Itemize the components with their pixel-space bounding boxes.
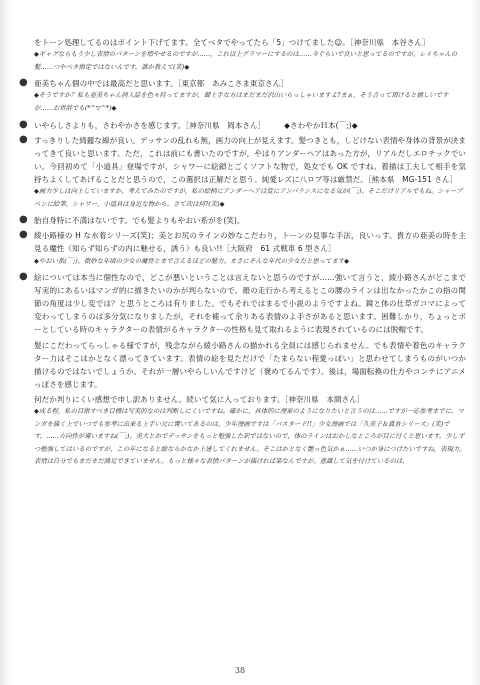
letter-text: 何だか判りにくい感想で申し訳ありません。続いて気に入っております。［神奈川県 本間さん］ <box>34 394 365 404</box>
reader-letters-column <box>19 36 466 472</box>
letter-text: 髪にこだわってらっしゃる様ですが，残念ながら綾小路さんの描かれる全員には感じられません。でも表情や着色のキャラクター力はそこはかとなく漂ってきています。表情の絵を見ただけで「たまらない程愛っぽい」と思わせてしまうものがいつか描けるのではないでしょうか。それが一層いやらしいんですけど（褒めてるんです）。後は，場面転換の仕方やコンテにアニメっぽさを感じます。 <box>34 340 466 389</box>
letter-entry <box>19 214 466 227</box>
bullet-icon: ● <box>19 214 28 226</box>
page-number: 38 <box>234 666 246 675</box>
bullet-icon: ● <box>19 229 28 241</box>
letter-text: 綾小路様の H な水着シリーズ(笑)；美とお尻のラインの妙なこだわり，トーンの見事な手法，良いっす。貴方の亜美の時を主見る魔性（知らず知らずの内に魅せる，誘う）も良い!!［大阪府 61 式戦車 6 型さん］ <box>34 231 466 254</box>
letter-text: いやらしさよりも，さわやかさを感じます。［神奈川県 岡本さん］ ◆さわやかＨ本(￣;)◆ <box>34 120 358 130</box>
letter-text: すっきりした綺麗な線が良い。デッサンの乱れも無，画力の向上が見えます。髪つきとも，しどけない表情や身体の背景が決まってきて良いと思います。ただ，これは前にも書いたのですが，やはりアンダーヘアはあった方が，リアルだしエロチックでいい。今回初めて「小道具」登場ですが，シャワーに絵鎖とごくソフトな物で，処女でも OK ですね。着描は工夫して相手を気持ちよくしてあげることだと思うので，この選択は正解だと思う。純愛レズに八ロブ等は厳禁だ。［熊本県 MG-151 さん］ <box>34 135 466 184</box>
author-reply: ◆そうですか？私も亜美ちゃん同人誌を色々持ってますが，御上手な方はまだまだ沢山いらっしゃいますよ?まぁ，そう言って頂けると嬉しいですが……お世辞でも(*^▽^*)◆ <box>34 92 449 112</box>
page-left-shadow <box>0 0 12 685</box>
author-reply: ◆画力少しは向上していますか，考えてみたのですが，私の絵柄にアンダーヘアは変にアンバランスになる気が(￣;)。そこだけリアルでもね。シャープペンに絵筆，シャワー，小道具は身近な物から。さて次は何?(笑)◆ <box>34 188 463 208</box>
letter-text: 亜美ちゃん個の中では最高だと思います。［東京都 あみこさま東京さん］ <box>34 79 288 89</box>
bullet-icon: ● <box>19 118 28 130</box>
letter-entry <box>34 393 466 469</box>
bullet-icon: ● <box>19 271 28 283</box>
author-reply: ◆ギャグならもう少し表情のパターンを増やせるのですが……。これ以上グラマーにするのは……今ぐらいで良いと思ってるのですが。レイちゃんの髪……つやベタ指定ではないんです。誰か教えて(笑)◆ <box>34 51 458 71</box>
letter-text: 絵については本当に個性なので，どこが悪いということは言えないと思うのですが……強いて言うと，綾小路さんがどこまで写実的にあるいはマンガ的に描きたいのかが判らないので。顔の走行から考えるとこの腰のラインは出なかったかこの指の関節の角度は少し変では？と思うところは有りました。でもそれではまるで小説のようですよね。鏡と体の仕草ガコマによって変わってしまうのは多分気になりましたが，それを補って余りある表情のよ手さがあると思います。困難しかり，ちょっとボーとしている時のキャラクターの表情がるキャラクターの性格も見て取れるように表現されているのには脱帽です。 <box>34 273 466 335</box>
author-reply: ◆やおい系(￣;)。微妙な年頃の少女の魔性とまで言えるほどの魅力。まさにそんな年代の少女だと思ってます◆ <box>34 257 350 265</box>
bullet-icon: ● <box>19 133 28 145</box>
letter-entry <box>19 118 466 132</box>
letter-entry <box>19 77 466 115</box>
bullet-icon: ● <box>19 77 28 89</box>
author-reply: ◆成る程，私の目指すべき目標は写実的なのは判断しにくいですね。確かに，具体的に漫案のようになりたいと言うのは……ですが一応参考までに。マンガを描く上でいつでも参考に出来る上手い元に置いてあるのは，少年漫画ですは「バスタード!!」少女漫画では「久美子＆真吾シリーズ」(笑)です。……方向性が違いますね(￣;)。美大とかでデッサンをもっと勉強した訳ではないので，体のラインはおかしなところが目に付くと思います。少しずつ勉強してはいるのですが，この年になると総ならかなか上達してくれません。そこはかとなく艶っ色気かぁ……いつか身につけたいですね，表現力。表情は自分でもまだまだ満足できていません。もっと様々な表情パターンが描ければ楽なんですが。意識して気を付けているのは， <box>34 408 466 466</box>
letter-entry <box>19 133 466 212</box>
letter-entry <box>19 229 466 268</box>
letter-text: 胎自身特に不満はないです。でも髪よりもやおい系がを(笑)。 <box>34 216 245 226</box>
letter-entry <box>19 271 466 336</box>
page-right-shadow <box>470 0 480 685</box>
letter-text: をトーン処理してるのはポイント下げてます。全てベタでやってたら「5」つけてました☺。［神奈川県 本谷さん］ <box>34 38 430 47</box>
letter-entry <box>34 36 466 74</box>
letter-entry <box>34 339 466 391</box>
